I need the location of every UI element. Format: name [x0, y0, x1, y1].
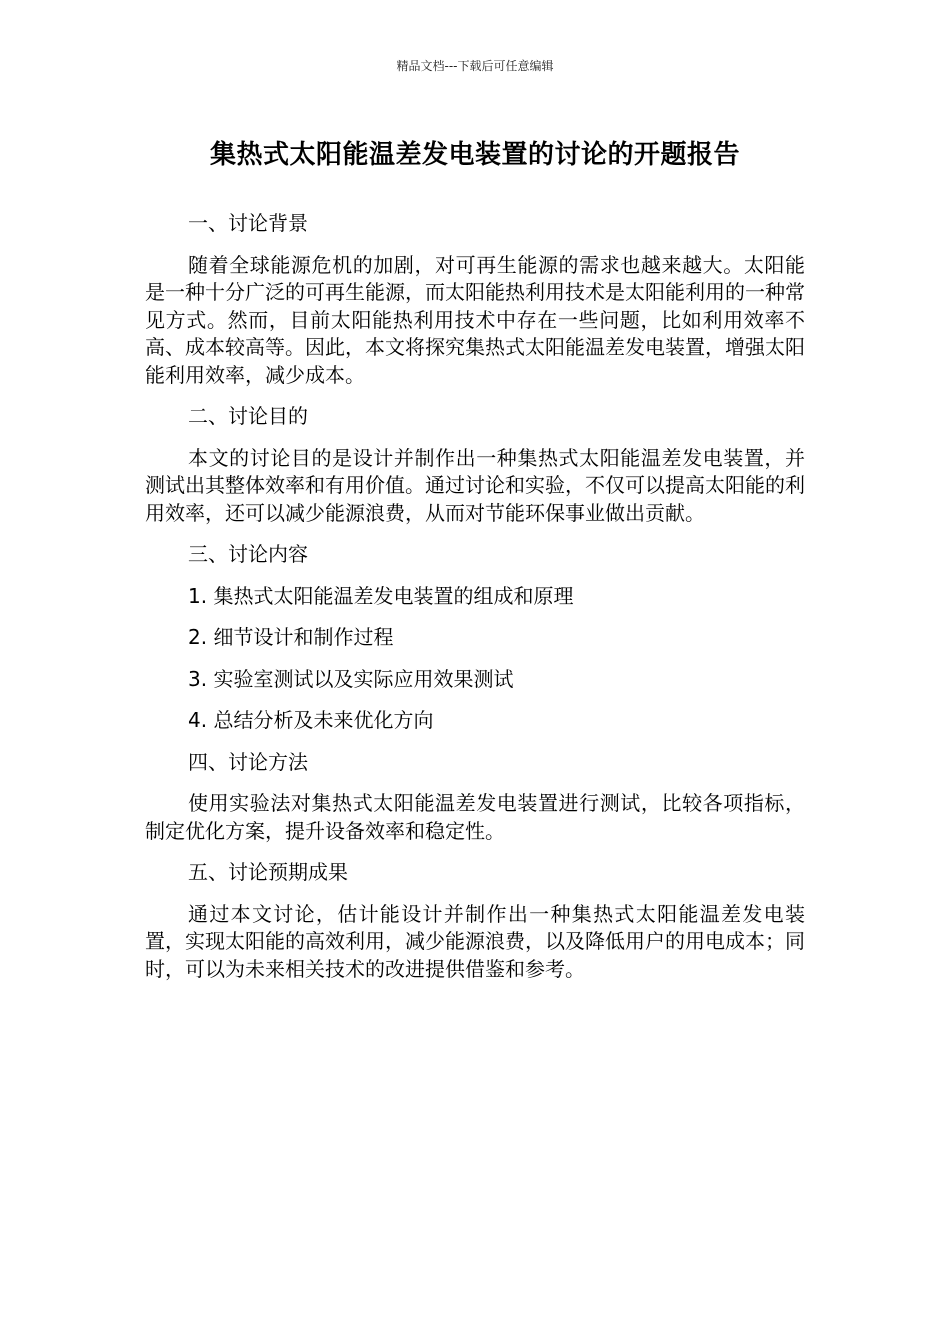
page-header-watermark: 精品文档---下载后可任意编辑 [396, 59, 554, 73]
section-heading-method: 四、讨论方法 [188, 749, 308, 774]
section-paragraph-method: 使用实验法对集热式太阳能温差发电装置进行测试，比较各项指标，制定优化方案，提升设备效率和稳定性。 [145, 791, 805, 843]
section-paragraph-purpose: 本文的讨论目的是设计并制作出一种集热式太阳能温差发电装置，并测试出其整体效率和有用价值。通过讨论和实验，不仅可以提高太阳能的利用效率，还可以减少能源浪费，从而对节能环保事业做出贡献。 [145, 445, 805, 525]
section-paragraph-background: 随着全球能源危机的加剧，对可再生能源的需求也越来越大。太阳能是一种十分广泛的可再生能源，而太阳能热利用技术是太阳能利用的一种常见方式。然而，目前太阳能热利用技术中存在一些问题，比如利用效率不高、成本较高等。因此，本文将探究集热式太阳能温差发电装置，增强太阳能利用效率，减少成本。 [145, 252, 805, 387]
section-paragraph-expected-results: 通过本文讨论，估计能设计并制作出一种集热式太阳能温差发电装置，实现太阳能的高效利用，减少能源浪费，以及降低用户的用电成本；同时，可以为未来相关技术的改进提供借鉴和参考。 [145, 901, 805, 981]
list-item: 1. 集热式太阳能温差发电装置的组成和原理 [188, 583, 574, 608]
list-item: 3. 实验室测试以及实际应用效果测试 [188, 666, 514, 691]
section-heading-background: 一、讨论背景 [188, 211, 308, 235]
document-body [145, 210, 805, 997]
section-heading-purpose: 二、讨论目的 [188, 404, 308, 428]
list-item: 2. 细节设计和制作过程 [188, 625, 394, 649]
section-heading-content: 三、讨论内容 [188, 542, 308, 566]
section-heading-expected-results: 五、讨论预期成果 [188, 860, 348, 884]
document-title: 集热式太阳能温差发电装置的讨论的开题报告 [209, 140, 740, 170]
list-item: 4. 总结分析及未来优化方向 [188, 708, 434, 732]
